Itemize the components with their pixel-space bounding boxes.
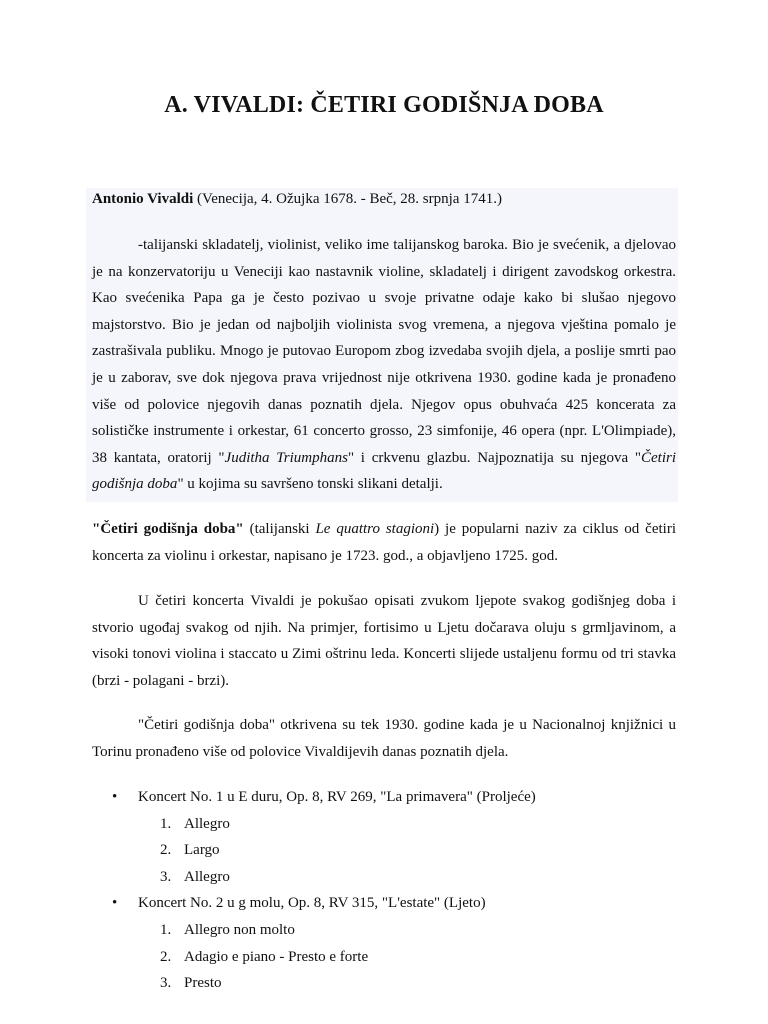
movement-name: Allegro bbox=[184, 868, 230, 885]
seasons-title-bold: "Četiri godišnja doba" bbox=[92, 521, 244, 537]
bio-oratorio-title: Juditha Triumphans bbox=[224, 449, 348, 466]
seasons-intro-paragraph bbox=[92, 516, 676, 569]
bio-work-title: Četiri godišnja doba bbox=[92, 449, 676, 493]
movement-name: Adagio e piano - Presto e forte bbox=[184, 948, 369, 965]
bullet-icon: • bbox=[112, 895, 118, 912]
list-item: 2. Adagio e piano - Presto e forte bbox=[160, 948, 369, 965]
movement-name: Allegro non molto bbox=[184, 921, 295, 938]
movement-list bbox=[138, 811, 676, 891]
bullet-icon: • bbox=[112, 789, 118, 805]
movement-list bbox=[138, 917, 676, 997]
seasons-text-1: (talijanski bbox=[243, 521, 316, 537]
bio-text-3: " u kojima su savršeno tonski slikani detalji. bbox=[177, 476, 443, 493]
composer-dates: (Venecija, 4. Ožujka 1678. - Beč, 28. srpnja 1741.) bbox=[193, 191, 502, 207]
concert-label: Koncert No. 2 u g molu, Op. 8, RV 315, "L'estate" (Ljeto) bbox=[138, 895, 486, 912]
description-paragraph: U četiri koncerta Vivaldi je pokušao opisati zvukom ljepote svakog godišnjeg doba i stvorio ugođaj svakog od njih. Na primjer, fortisimo u Ljetu dočarava oluju s grmljavinom, a visoki tonovi violina i staccato u Zimi oštrinu leda. Koncerti slijede ustaljenu formu od tri stavka (brzi - polagani - brzi). bbox=[92, 593, 676, 689]
list-item: 1. Allegro bbox=[160, 815, 230, 832]
page-title: A. VIVALDI: ČETIRI GODIŠNJA DOBA bbox=[164, 92, 604, 118]
seasons-italian-title: Le quattro stagioni bbox=[315, 521, 435, 537]
list-item: 3. Allegro bbox=[160, 868, 230, 885]
movement-name: Allegro bbox=[184, 815, 230, 832]
list-item: 3. Presto bbox=[160, 975, 222, 992]
list-item bbox=[92, 784, 676, 890]
list-item: 2. Largo bbox=[160, 842, 220, 859]
composer-name: Antonio Vivaldi bbox=[92, 191, 194, 207]
biography-paragraph bbox=[92, 232, 676, 498]
movement-name: Presto bbox=[184, 975, 222, 992]
concert-label: Koncert No. 1 u E duru, Op. 8, RV 269, "La primavera" (Proljeće) bbox=[138, 789, 536, 805]
intro-paragraph bbox=[92, 186, 676, 213]
discovery-paragraph: "Četiri godišnja doba" otkrivena su tek 1930. godine kada je u Nacionalnoj knjižnici u Torinu pronađeno više od polovice Vivaldijevih danas poznatih djela. bbox=[92, 717, 676, 760]
concert-list bbox=[92, 784, 676, 997]
bio-text-1: -talijanski skladatelj, violinist, veliko ime talijanskog baroka. Bio je svećenik, a djelovao je na konzervatoriju u Veneciji kao nastavnik violine, skladatelj i dirigent zavodskog orkestra. Kao svećenika Papa ga je često pozivao u svoje privatne odaje kako bi slušao njegovo majstorstvo. Bio je jedan od najboljih violinista svog vremena, a njegova vještina pomalo je zastrašivala publiku. Mnogo je putovao Europom zbog izvedaba svojih djela, a poslije smrti pao je u zaborav, sve dok njegova prava vrijednost nije otkrivena 1930. godine kada je pronađeno više od polovice njegovih danas poznatih djela. Njegov opus obuhvaća 425 koncerata za solističke instrumente i orkestar, 61 concerto grosso, 23 simfonije, 46 opera (npr. L'Olimpiade), 38 kantata, oratorij " bbox=[92, 237, 676, 466]
bio-text-2: " i crkvenu glazbu. Najpoznatija su njegova " bbox=[347, 449, 641, 466]
list-item bbox=[92, 890, 676, 996]
movement-name: Largo bbox=[184, 842, 220, 859]
seasons-text-2: ) je popularni naziv za ciklus od četiri koncerta za violinu i orkestar, napisano je 1723. god., a objavljeno 1725. god. bbox=[92, 521, 676, 564]
list-item: 1. Allegro non molto bbox=[160, 921, 295, 938]
